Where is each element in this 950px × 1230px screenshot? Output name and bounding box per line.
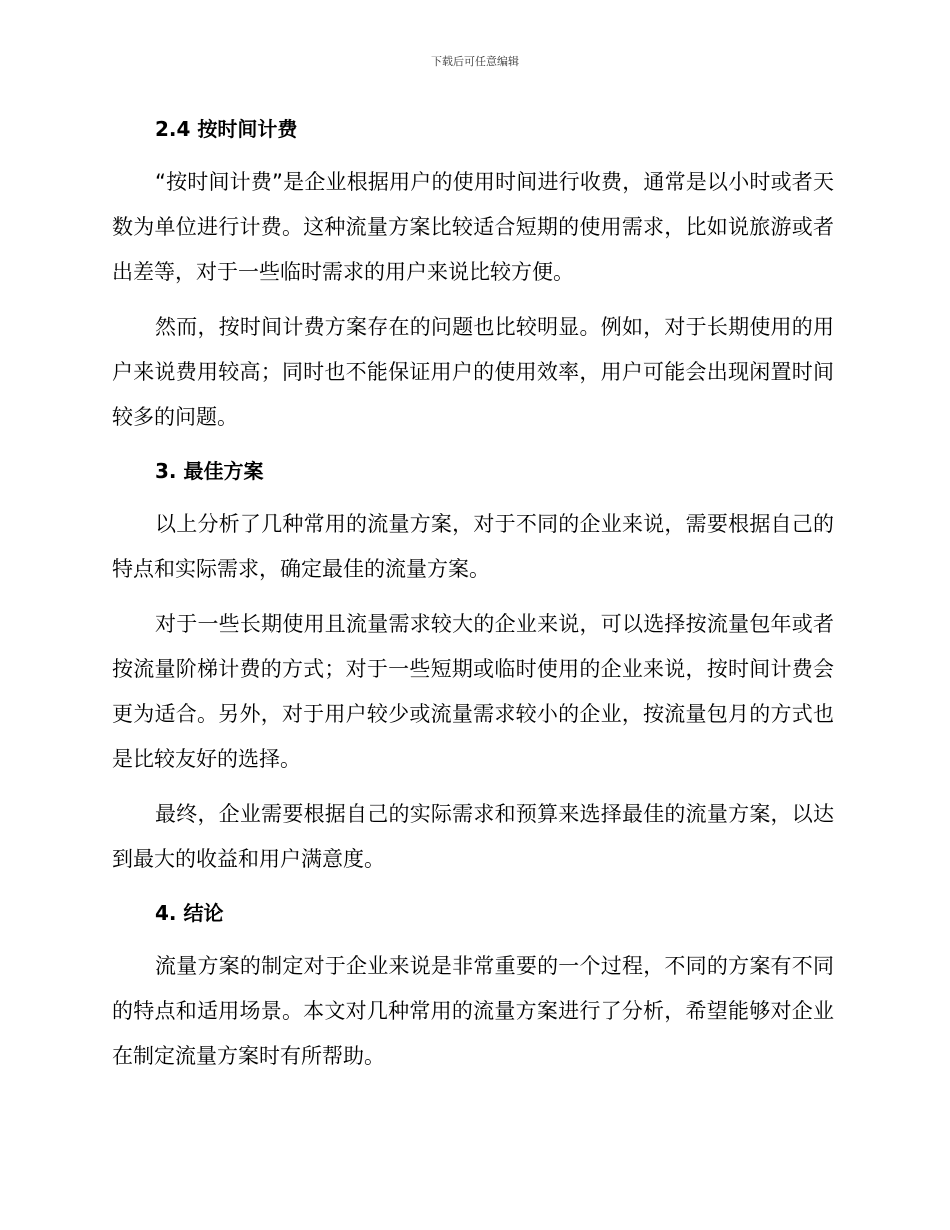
paragraph: 然而，按时间计费方案存在的问题也比较明显。例如，对于长期使用的用户来说费用较高；同时也不能保证用户的使用效率，用户可能会出现闲置时间较多的问题。 bbox=[112, 315, 834, 429]
page-header: 下载后可任意编辑 bbox=[431, 55, 519, 68]
paragraph: 以上分析了几种常用的流量方案，对于不同的企业来说，需要根据自己的特点和实际需求，确定最佳的流量方案。 bbox=[112, 512, 834, 581]
section-heading-3: 3. 最佳方案 bbox=[155, 459, 264, 483]
paragraph: 对于一些长期使用且流量需求较大的企业来说，可以选择按流量包年或者按流量阶梯计费的方式；对于一些短期或临时使用的企业来说，按时间计费会更为适合。另外，对于用户较少或流量需求较小的企业，按流量包月的方式也是比较友好的选择。 bbox=[112, 612, 834, 771]
paragraph: “按时间计费”是企业根据用户的使用时间进行收费，通常是以小时或者天数为单位进行计费。这种流量方案比较适合短期的使用需求，比如说旅游或者出差等，对于一些临时需求的用户来说比较方便。 bbox=[112, 170, 834, 284]
document-body bbox=[112, 108, 834, 1089]
section-heading-2-4: 2.4 按时间计费 bbox=[155, 117, 298, 141]
paragraph: 最终，企业需要根据自己的实际需求和预算来选择最佳的流量方案，以达到最大的收益和用户满意度。 bbox=[112, 802, 834, 871]
section-heading-4: 4. 结论 bbox=[155, 901, 224, 925]
paragraph: 流量方案的制定对于企业来说是非常重要的一个过程，不同的方案有不同的特点和适用场景。本文对几种常用的流量方案进行了分析，希望能够对企业在制定流量方案时有所帮助。 bbox=[112, 954, 834, 1068]
